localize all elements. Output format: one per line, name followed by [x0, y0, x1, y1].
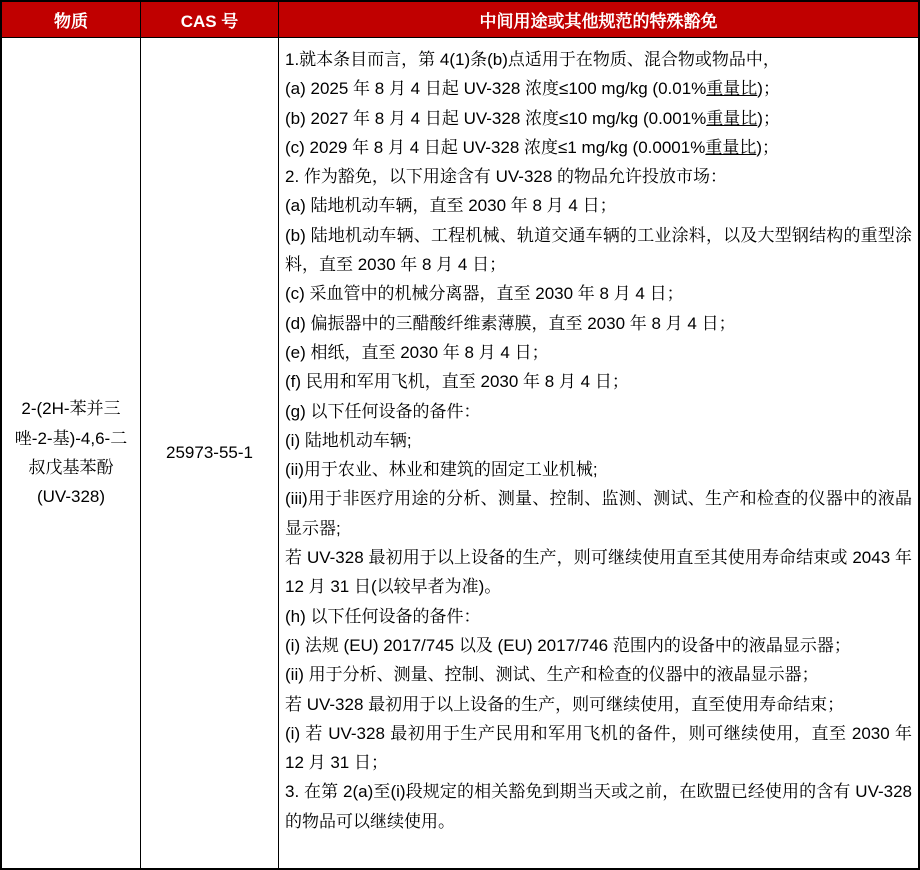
exemption-paragraph: (i) 法规 (EU) 2017/745 以及 (EU) 2017/746 范围内的设备中的液晶显示器；	[285, 635, 851, 655]
exemption-paragraph: (a) 陆地机动车辆，直至 2030 年 8 月 4 日；	[285, 196, 617, 216]
substance-name: 2-(2H-苯并三唑-2-基)-4,6-二叔戊基苯酚 (UV-328)	[14, 399, 128, 507]
exemption-paragraph: 若 UV-328 最初用于以上设备的生产，则可继续使用直至其使用寿命结束或 2043 年 12 月 31 日(以较早者为准)。	[285, 548, 912, 597]
exemptions-cell	[279, 38, 918, 868]
cas-number: 25973-55-1	[166, 443, 253, 463]
exemption-paragraph: 1.就本条目而言，第 4(1)条(b)点适用于在物质、混合物或物品中，	[285, 50, 780, 69]
exemption-paragraph: (d) 偏振器中的三醋酸纤维素薄膜，直至 2030 年 8 月 4 日；	[285, 313, 736, 333]
header-cell-cas	[141, 2, 279, 38]
exemption-paragraph: (g) 以下任何设备的备件：	[285, 401, 481, 421]
exemption-list	[285, 45, 912, 836]
exemption-paragraph: (b) 陆地机动车辆、工程机械、轨道交通车辆的工业涂料，以及大型钢结构的重型涂料，直至 2030 年 8 月 4 日；	[285, 225, 912, 275]
exemption-paragraph: (h) 以下任何设备的备件：	[285, 606, 481, 626]
exemption-paragraph: (i) 若 UV-328 最初用于生产民用和军用飞机的备件，则可继续使用，直至 2030 年 12 月 31 日；	[285, 723, 912, 773]
header-cell-substance	[2, 2, 141, 38]
exemption-paragraph: 2. 作为豁免，以下用途含有 UV-328 的物品允许投放市场：	[285, 167, 728, 187]
exemption-paragraph: (c) 采血管中的机械分离器，直至 2030 年 8 月 4 日；	[285, 284, 684, 304]
exemption-paragraph: (ii)用于农业、林业和建筑的固定工业机械;	[285, 460, 598, 480]
cas-cell	[141, 38, 279, 868]
header-label-exemptions: 中间用途或其他规范的特殊豁免	[479, 12, 718, 31]
header-label-substance: 物质	[54, 12, 88, 31]
exemption-paragraph: (e) 相纸，直至 2030 年 8 月 4 日；	[285, 342, 549, 362]
exemption-paragraph: (c) 2029 年 8 月 4 日起 UV-328 浓度≤1 mg/kg (0.0001%重量比)；	[285, 137, 780, 157]
exemption-paragraph: 3. 在第 2(a)至(i)段规定的相关豁免到期当天或之前，在欧盟已经使用的含有 UV-328 的物品可以继续使用。	[285, 782, 912, 831]
header-label-cas: CAS 号	[180, 12, 239, 31]
exemption-paragraph: (f) 民用和军用飞机，直至 2030 年 8 月 4 日；	[285, 372, 629, 392]
exemption-paragraph: (iii)用于非医疗用途的分析、测量、控制、监测、测试、生产和检查的仪器中的液晶显示器;	[285, 489, 912, 538]
exemption-paragraph: 若 UV-328 最初用于以上设备的生产，则可继续使用，直至使用寿命结束；	[285, 694, 845, 714]
exemption-paragraph: (a) 2025 年 8 月 4 日起 UV-328 浓度≤100 mg/kg (0.01%重量比)；	[285, 79, 780, 99]
header-cell-exemptions	[279, 2, 918, 38]
exemption-paragraph: (ii) 用于分析、测量、控制、测试、生产和检查的仪器中的液晶显示器；	[285, 665, 819, 685]
exemption-paragraph: (b) 2027 年 8 月 4 日起 UV-328 浓度≤10 mg/kg (0.001%重量比)；	[285, 108, 780, 128]
substance-cell	[2, 38, 141, 868]
exemption-paragraph: (i) 陆地机动车辆;	[285, 430, 412, 450]
